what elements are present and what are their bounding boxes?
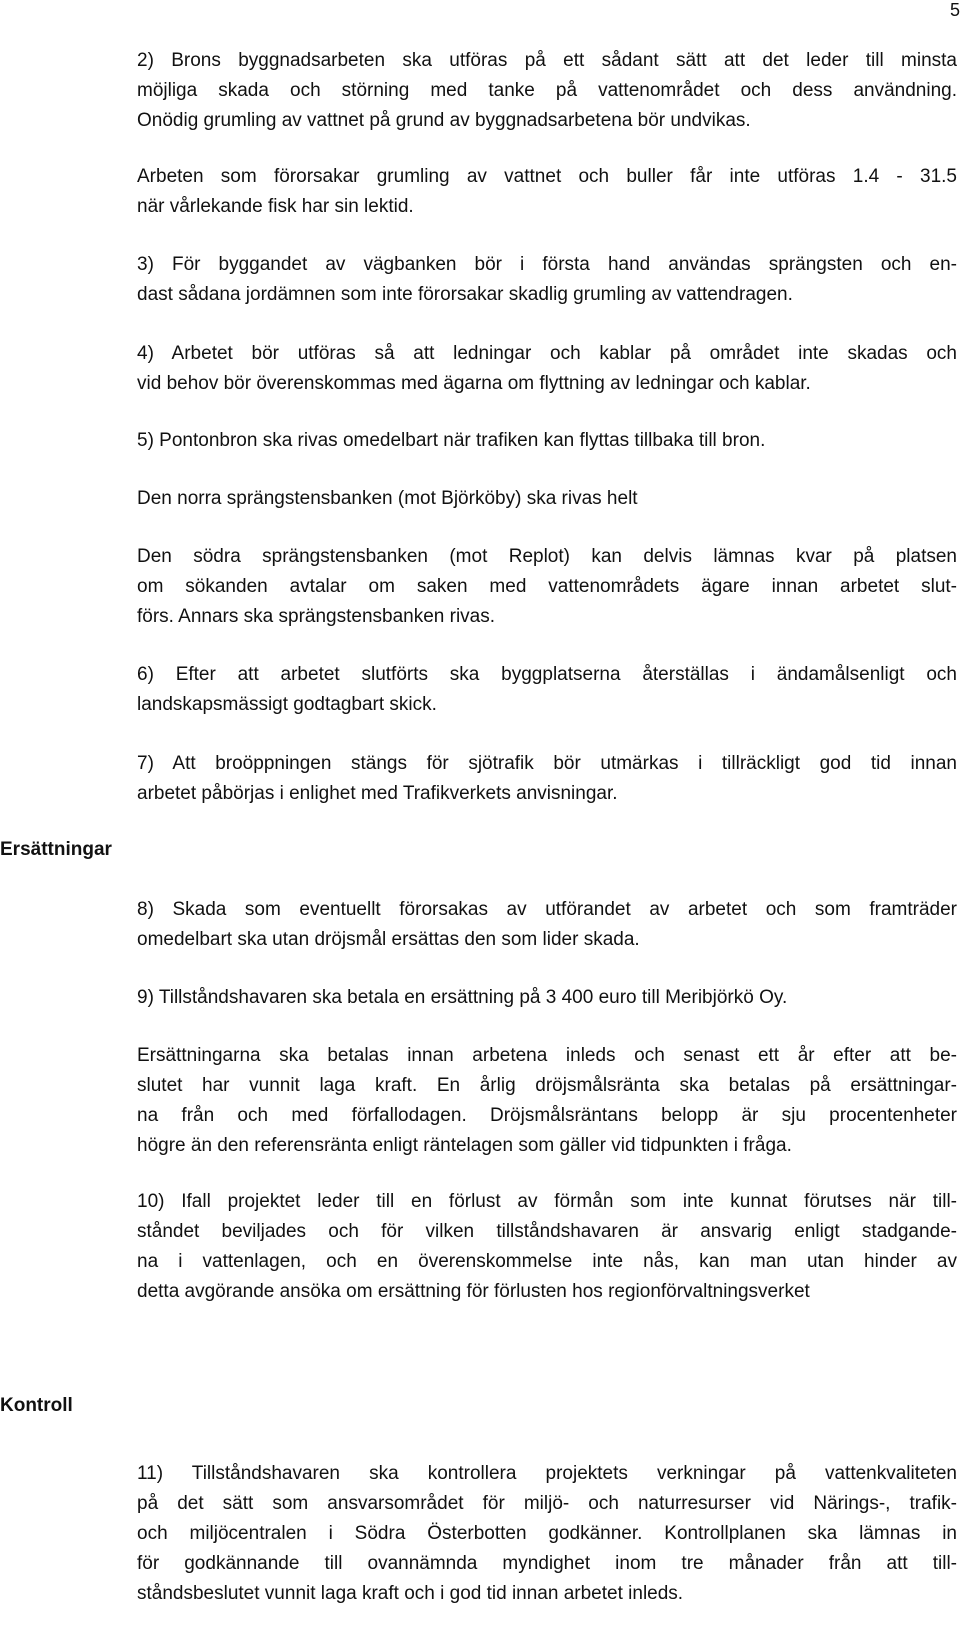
text-line: 9) Tillståndshavaren ska betala en ersättning på 3 400 euro till Meribjörkö Oy. <box>137 987 788 1008</box>
text-line: Den södra sprängstensbanken (mot Replot) kan delvis lämnas kvar på platsen <box>137 546 957 567</box>
paragraph-5-north <box>137 484 957 514</box>
section-heading-kontroll: Kontroll <box>0 1395 73 1416</box>
text-line: arbetet påbörjas i enlighet med Trafikverkets anvisningar. <box>137 783 618 804</box>
paragraph-8 <box>137 895 957 955</box>
text-line: na från och med förfallodagen. Dröjsmålsräntans belopp är sju procentenheter <box>137 1105 957 1126</box>
paragraph-2 <box>137 46 957 136</box>
text-line: 11) Tillståndshavaren ska kontrollera projektets verkningar på vattenkvaliteten <box>137 1463 957 1484</box>
text-line: 10) Ifall projektet leder till en förlust av förmån som inte kunnat förutses när till- <box>137 1191 957 1212</box>
text-line: omedelbart ska utan dröjsmål ersättas den som lider skada. <box>137 929 640 950</box>
text-line: slutet har vunnit laga kraft. En årlig dröjsmålsränta ska betalas på ersättningar- <box>137 1075 957 1096</box>
text-line: 8) Skada som eventuellt förorsakas av utförandet av arbetet och som framträder <box>137 899 957 920</box>
paragraph-5-south <box>137 542 957 632</box>
section-heading-ersattningar: Ersättningar <box>0 839 112 860</box>
paragraph-7 <box>137 749 957 809</box>
text-line: detta avgörande ansöka om ersättning för förlusten hos regionförvaltningsverket <box>137 1281 810 1302</box>
text-line: förs. Annars ska sprängstensbanken rivas. <box>137 606 496 627</box>
text-line: vid behov bör överenskommas med ägarna om flyttning av ledningar och kablar. <box>137 373 811 394</box>
text-line: högre än den referensränta enligt räntelagen som gäller vid tidpunkten i fråga. <box>137 1135 792 1156</box>
text-line: för godkännande till ovannämnda myndighet inom tre månader från att till- <box>137 1553 957 1574</box>
text-line: 5) Pontonbron ska rivas omedelbart när trafiken kan flyttas tillbaka till bron. <box>137 430 766 451</box>
text-line: på det sätt som ansvarsområdet för miljö- och naturresurser vid Närings-, trafik- <box>137 1493 957 1514</box>
text-line: ståndet beviljades och för vilken tillståndshavaren är ansvarig enligt stadgande- <box>137 1221 957 1242</box>
text-line: Den norra sprängstensbanken (mot Björköby) ska rivas helt <box>137 488 638 509</box>
text-line: landskapsmässigt godtagbart skick. <box>137 694 437 715</box>
text-line: och miljöcentralen i Södra Österbotten godkänner. Kontrollplanen ska lämnas in <box>137 1523 957 1544</box>
paragraph-4 <box>137 339 957 399</box>
text-line: 3) För byggandet av vägbanken bör i första hand användas sprängsten och en- <box>137 254 957 275</box>
paragraph-6 <box>137 660 957 720</box>
text-line: Onödig grumling av vattnet på grund av byggnadsarbetena bör undvikas. <box>137 110 751 131</box>
text-line: Ersättningarna ska betalas innan arbetena inleds och senast ett år efter att be- <box>137 1045 957 1066</box>
paragraph-10 <box>137 1187 957 1307</box>
paragraph-3 <box>137 250 957 310</box>
paragraph-9-payment <box>137 1041 957 1161</box>
text-line: möjliga skada och störning med tanke på vattenområdet och dess användning. <box>137 80 957 101</box>
text-line: 6) Efter att arbetet slutförts ska byggplatserna återställas i ändamålsenligt och <box>137 664 957 685</box>
text-line: 2) Brons byggnadsarbeten ska utföras på ett sådant sätt att det leder till minsta <box>137 50 957 71</box>
text-line: när vårlekande fisk har sin lektid. <box>137 196 414 217</box>
text-line: 4) Arbetet bör utföras så att ledningar och kablar på området inte skadas och <box>137 343 957 364</box>
text-line: Arbeten som förorsakar grumling av vattnet och buller får inte utföras 1.4 - 31.5 <box>137 166 957 187</box>
text-line: na i vattenlagen, och en överenskommelse inte nås, kan man utan hinder av <box>137 1251 957 1272</box>
paragraph-2-timing <box>137 162 957 222</box>
paragraph-11 <box>137 1459 957 1609</box>
paragraph-5 <box>137 426 957 456</box>
page-number: 5 <box>949 0 960 20</box>
text-line: om sökanden avtalar om saken med vattenområdets ägare innan arbetet slut- <box>137 576 957 597</box>
paragraph-9 <box>137 983 957 1013</box>
text-line: ståndsbeslutet vunnit laga kraft och i god tid innan arbetet inleds. <box>137 1583 684 1604</box>
text-line: 7) Att broöppningen stängs för sjötrafik bör utmärkas i tillräckligt god tid innan <box>137 753 957 774</box>
text-line: dast sådana jordämnen som inte förorsakar skadlig grumling av vattendragen. <box>137 284 793 305</box>
